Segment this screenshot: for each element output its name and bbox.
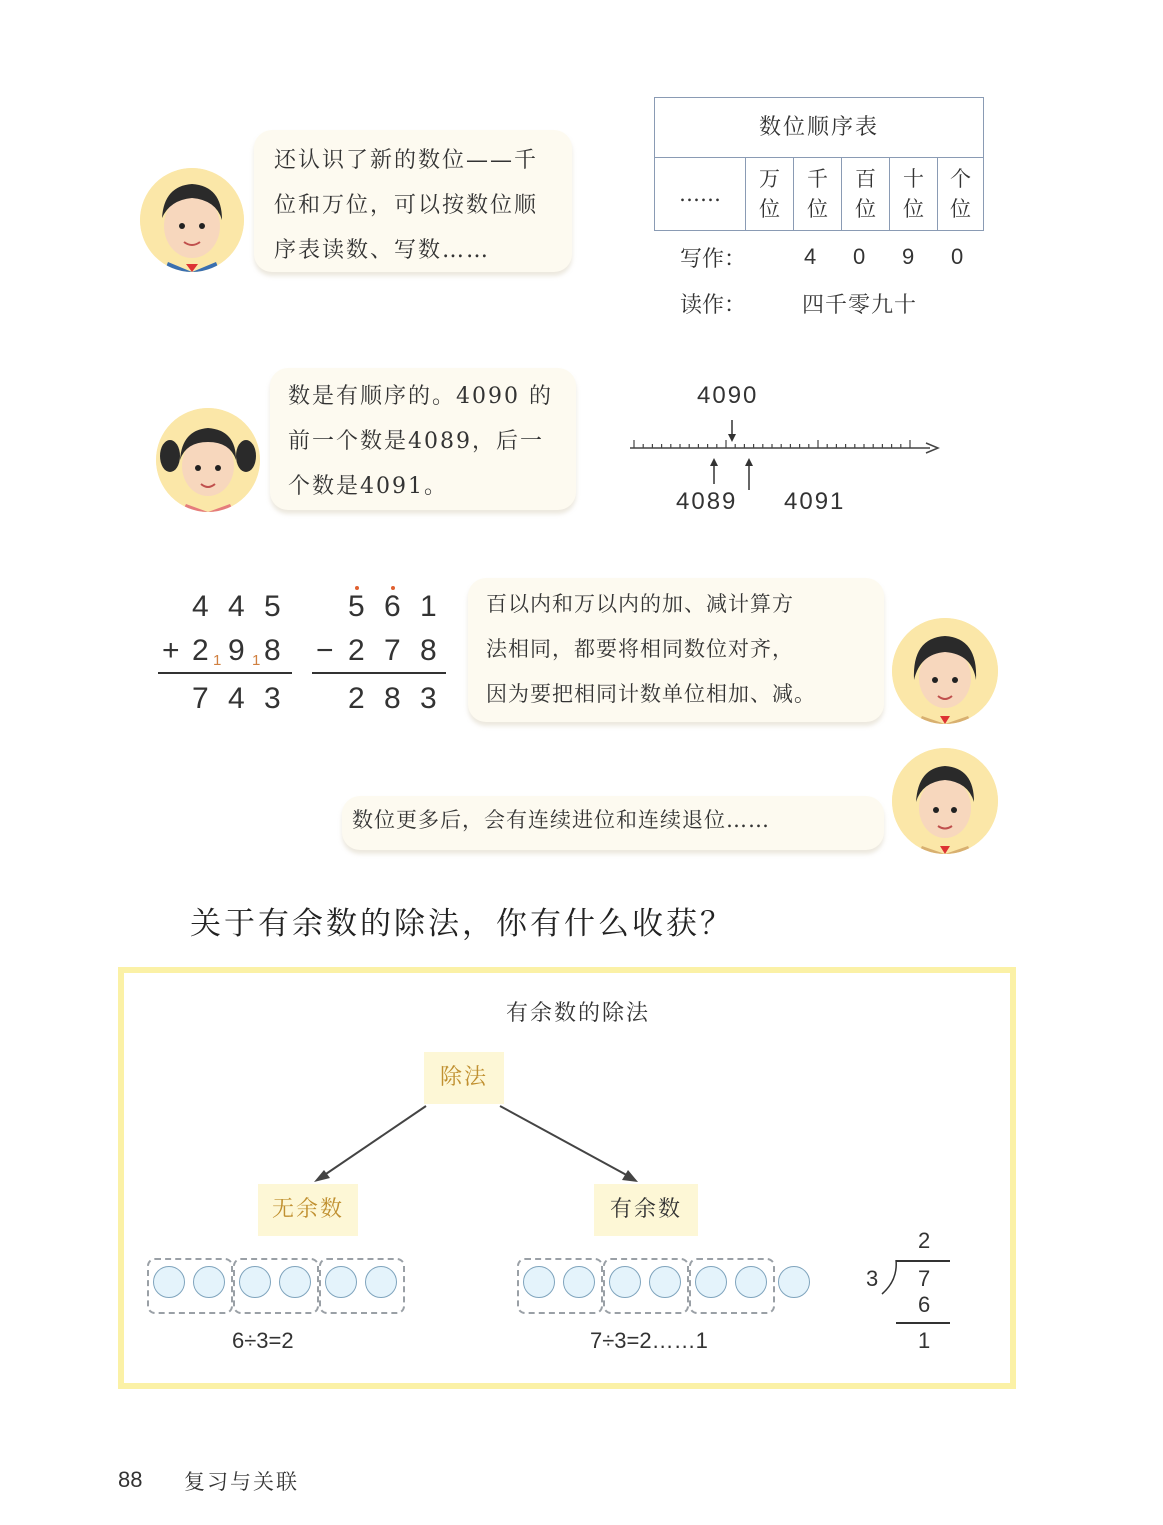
digit: 3 (264, 682, 281, 715)
bubble-line: 数是有顺序的。4090 的 (288, 384, 553, 409)
carry: 1 (252, 652, 261, 669)
long-division-quotient: 2 (918, 1228, 931, 1253)
object-circle (609, 1266, 641, 1298)
column-top: 十 (903, 167, 924, 191)
place-value-table-title: 数位顺序表 (655, 98, 983, 158)
digit: 8 (420, 634, 437, 667)
section-question: 关于有余数的除法，你有什么收获？ (190, 906, 734, 942)
column-wan (745, 158, 793, 230)
column-qian (793, 158, 841, 230)
carry: 1 (213, 652, 222, 669)
read-label: 读作： (680, 293, 747, 318)
equation-no-remainder: 6÷3=2 (232, 1328, 294, 1353)
number-line-right-label: 4091 (784, 488, 846, 515)
object-circle (279, 1266, 311, 1298)
number-line-left-label: 4089 (676, 488, 738, 515)
bubble-carry (342, 796, 884, 850)
ellipsis-cell (655, 158, 745, 230)
digit: 3 (420, 682, 437, 715)
page-number: 88 (118, 1467, 143, 1492)
column-bottom: 位 (950, 197, 971, 221)
long-division-bracket (880, 1260, 900, 1296)
bubble-line: 数位更多后，会有连续进位和连续退位…… (352, 808, 770, 832)
digit: 8 (264, 634, 281, 667)
digit: 1 (420, 590, 437, 623)
boy-avatar (140, 168, 244, 272)
object-circle (365, 1266, 397, 1298)
digit: 2 (348, 682, 365, 715)
long-division-divisor: 3 (866, 1266, 879, 1291)
node-no-remainder: 无余数 (258, 1184, 358, 1236)
ellipsis-text: …… (679, 182, 721, 206)
read-value: 四千零九十 (802, 293, 918, 318)
girl-short-hair-avatar (892, 618, 998, 724)
tree-arrows (300, 1100, 660, 1190)
digit: 4 (192, 590, 209, 623)
digit: 4 (228, 590, 245, 623)
section-name: 复习与关联 (184, 1470, 299, 1494)
write-digit: 9 (902, 244, 915, 269)
sum-line (158, 672, 292, 674)
digit: 5 (264, 590, 281, 623)
bubble-line: 位和万位，可以按数位顺 (274, 193, 539, 218)
object-circle (153, 1266, 185, 1298)
long-division-product: 6 (918, 1292, 931, 1317)
column-bottom: 位 (759, 197, 780, 221)
girl-avatar (156, 408, 260, 512)
column-bottom: 位 (807, 197, 828, 221)
equation-with-remainder: 7÷3=2……1 (590, 1328, 708, 1353)
column-top: 千 (807, 167, 828, 191)
digit: 6 (384, 590, 401, 623)
object-circle (563, 1266, 595, 1298)
bubble-line: 个数是4091。 (288, 474, 448, 499)
column-bottom: 位 (855, 197, 876, 221)
bubble-line: 因为要把相同计数单位相加、减。 (486, 682, 816, 706)
object-circle-remainder (778, 1266, 810, 1298)
object-circle (649, 1266, 681, 1298)
column-top: 个 (950, 167, 971, 191)
long-division-dividend: 7 (918, 1266, 931, 1291)
long-division-bar (896, 1260, 950, 1262)
digit: 9 (228, 634, 245, 667)
object-circle (325, 1266, 357, 1298)
long-division-remainder: 1 (918, 1328, 931, 1353)
digit: 2 (192, 634, 209, 667)
object-circle (239, 1266, 271, 1298)
node-with-remainder: 有余数 (594, 1184, 698, 1236)
write-digit: 0 (853, 244, 866, 269)
column-bottom: 位 (903, 197, 924, 221)
bubble-number-places (254, 130, 572, 272)
digit: 7 (384, 634, 401, 667)
digit: 7 (192, 682, 209, 715)
operator: + (162, 634, 180, 667)
digit: 8 (384, 682, 401, 715)
object-circle (695, 1266, 727, 1298)
write-digit: 0 (951, 244, 964, 269)
column-top: 万 (759, 167, 780, 191)
digit: 4 (228, 682, 245, 715)
column-ge (937, 158, 983, 230)
column-bai (841, 158, 889, 230)
object-circle (523, 1266, 555, 1298)
difference-line (312, 672, 446, 674)
column-shi (889, 158, 937, 230)
bubble-line: 百以内和万以内的加、减计算方 (486, 592, 794, 616)
column-top: 百 (855, 167, 876, 191)
digit: 5 (348, 590, 365, 623)
object-circle (193, 1266, 225, 1298)
bubble-number-order (270, 368, 576, 510)
boy-avatar-2 (892, 748, 998, 854)
bubble-line: 还认识了新的数位——千 (274, 148, 539, 173)
write-label: 写作： (680, 247, 747, 272)
operator: − (316, 634, 334, 667)
digit: 2 (348, 634, 365, 667)
bubble-line: 序表读数、写数…… (274, 238, 491, 263)
bubble-calc-method (468, 578, 884, 722)
number-line (620, 410, 950, 490)
long-division-line (896, 1322, 950, 1324)
bubble-line: 前一个数是4089，后一 (288, 429, 544, 454)
number-line-center-label: 4090 (697, 382, 759, 409)
write-digit: 4 (804, 244, 817, 269)
division-title: 有余数的除法 (506, 1001, 651, 1026)
node-division: 除法 (424, 1052, 504, 1104)
bubble-line: 法相同，都要将相同数位对齐， (486, 637, 794, 661)
object-circle (735, 1266, 767, 1298)
place-value-table (654, 97, 984, 231)
